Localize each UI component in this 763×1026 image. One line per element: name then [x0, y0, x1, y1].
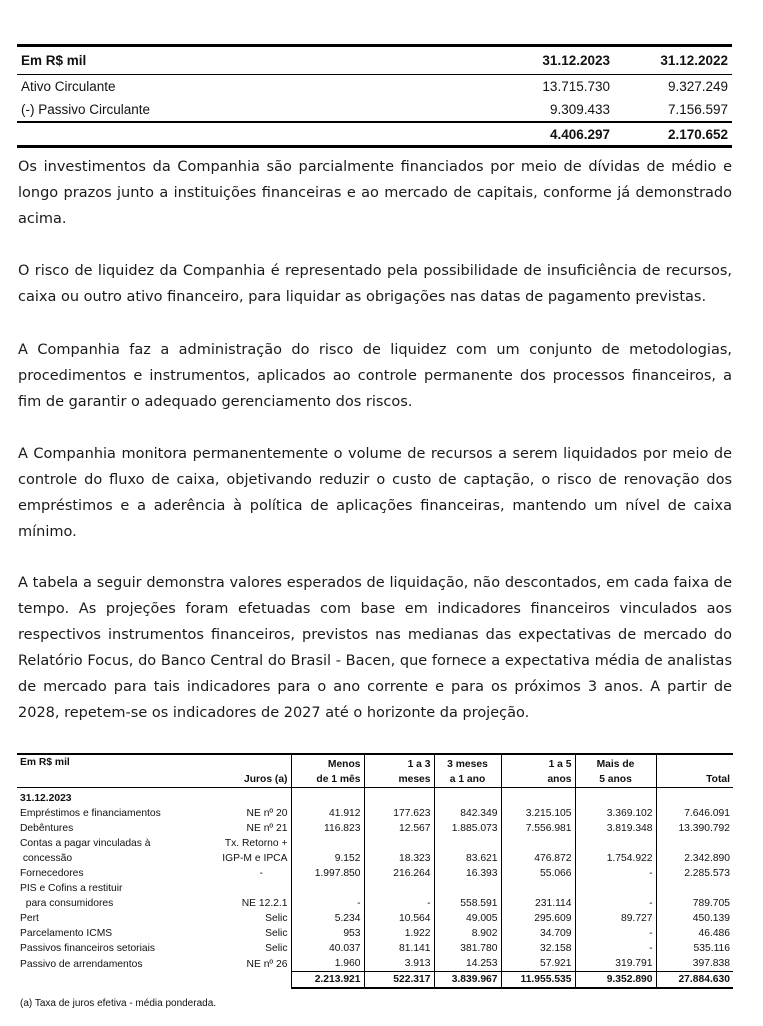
header-total: Total — [656, 754, 733, 788]
table-row — [17, 75, 732, 99]
header-3-meses-1-ano: 3 meses a 1 ano — [434, 754, 501, 788]
header-mais-5-anos: Mais de 5 anos — [575, 754, 656, 788]
table-row: Passivo de arrendamentos NE nº 26 1.960 3.913 14.253 57.921 319.791 397.838 — [17, 956, 733, 972]
footnote: (a) Taxa de juros efetiva - média ponderada. — [20, 998, 217, 1009]
table-row: Empréstimos e financiamentos NE nº 20 41.912 177.623 842.349 3.215.105 3.369.102 7.646.091 — [17, 806, 733, 821]
row-label: Ativo Circulante — [21, 79, 116, 94]
header-label: Em R$ mil — [17, 46, 455, 75]
row-value: 9.327.249 — [667, 79, 728, 94]
table-row: PIS e Cofins a restituir para consumidores NE 12.2.1 - - 558.591 231.114 - 789.705 — [17, 881, 733, 911]
row-label: (-) Passivo Circulante — [21, 102, 151, 117]
table-row: Contas a pagar vinculadas à concessão Tx. Retorno + IGP-M e IPCA 9.152 18.323 83.621 476.872 1.754.922 2.342.890 — [17, 836, 733, 866]
table-row: Passivos financeiros setoriais Selic 40.037 81.141 381.780 32.158 - 535.116 — [17, 941, 733, 956]
row-value: 7.156.597 — [667, 102, 728, 117]
header-col-2023: 31.12.2023 — [455, 46, 614, 75]
liquidity-table — [17, 753, 733, 989]
total-label-cell — [17, 122, 455, 147]
section-row — [17, 788, 733, 807]
table-total-row — [17, 122, 732, 147]
paragraph-liquidity-risk: O risco de liquidez da Companhia é representado pela possibilidade de insuficiência de recursos, caixa ou outro ativo financeiro, para liquidar as obrigações nas datas de pagamento previstas. — [18, 263, 732, 305]
header-col-2022: 31.12.2022 — [614, 46, 732, 75]
paragraph-risk-management: A Companhia faz a administração do risco de liquidez com um conjunto de metodologias, procedimentos e instrumentos, aplicados ao controle permanente dos processos financeiros, a fim de garantir o adequado gerenciamento dos riscos. — [18, 342, 732, 410]
table-row: Fornecedores - 1.997.850 216.264 16.393 55.066 - 2.285.573 — [17, 866, 733, 881]
table-total-row: 2.213.921 522.317 3.839.967 11.955.535 9.352.890 27.884.630 — [17, 972, 733, 989]
header-label: Em R$ mil — [17, 754, 205, 788]
header-juros: Juros (a) — [205, 754, 291, 788]
paragraph-cash-monitoring: A Companhia monitora permanentemente o volume de recursos a serem liquidados por meio de controle do fluxo de caixa, objetivando reduzir o custo de captação, o risco de renovação dos empréstimos e a aderência à política de aplicações financeiras, mantendo um nível de caixa mínimo. — [18, 446, 732, 540]
table-header-row — [17, 46, 732, 75]
paragraph-projection: A tabela a seguir demonstra valores esperados de liquidação, não descontados, em cada faixa de tempo. As projeções foram efetuadas com base em indicadores financeiros vinculados aos respectivos instrumentos financeiros, previstos nas medianas das expectativas de mercado do Relatório Focus, do Banco Central do Brasil - Bacen, que fornece a expectativa média de analistas de mercado para tais indicadores para o ano corrente e para os próximos 3 anos. A partir de 2028, repetem-se os indicadores de 2027 até o horizonte da projeção. — [18, 575, 732, 721]
table-row: Debêntures NE nº 21 116.823 12.567 1.885.073 7.556.981 3.819.348 13.390.792 — [17, 821, 733, 836]
header-menos-1-mes: Menos de 1 mês — [291, 754, 364, 788]
table-header-row — [17, 754, 733, 788]
row-value: 13.715.730 — [542, 79, 610, 94]
section-date: 31.12.2023 — [20, 793, 72, 804]
table-row: Pert Selic 5.234 10.564 49.005 295.609 89.727 450.139 — [17, 911, 733, 926]
working-capital-table — [17, 44, 732, 148]
total-value: 2.170.652 — [614, 122, 732, 147]
paragraph-financing: Os investimentos da Companhia são parcialmente financiados por meio de dívidas de médio e longo prazos junto a instituições financeiras e ao mercado de capitais, conforme já demonstrado acima. — [18, 159, 732, 227]
table-row: Parcelamento ICMS Selic 953 1.922 8.902 34.709 - 46.486 — [17, 926, 733, 941]
total-value: 4.406.297 — [455, 122, 614, 147]
header-1-a-3-meses: 1 a 3 meses — [364, 754, 434, 788]
row-value: 9.309.433 — [549, 102, 610, 117]
table-row — [17, 98, 732, 122]
header-1-a-5-anos: 1 a 5 anos — [501, 754, 575, 788]
